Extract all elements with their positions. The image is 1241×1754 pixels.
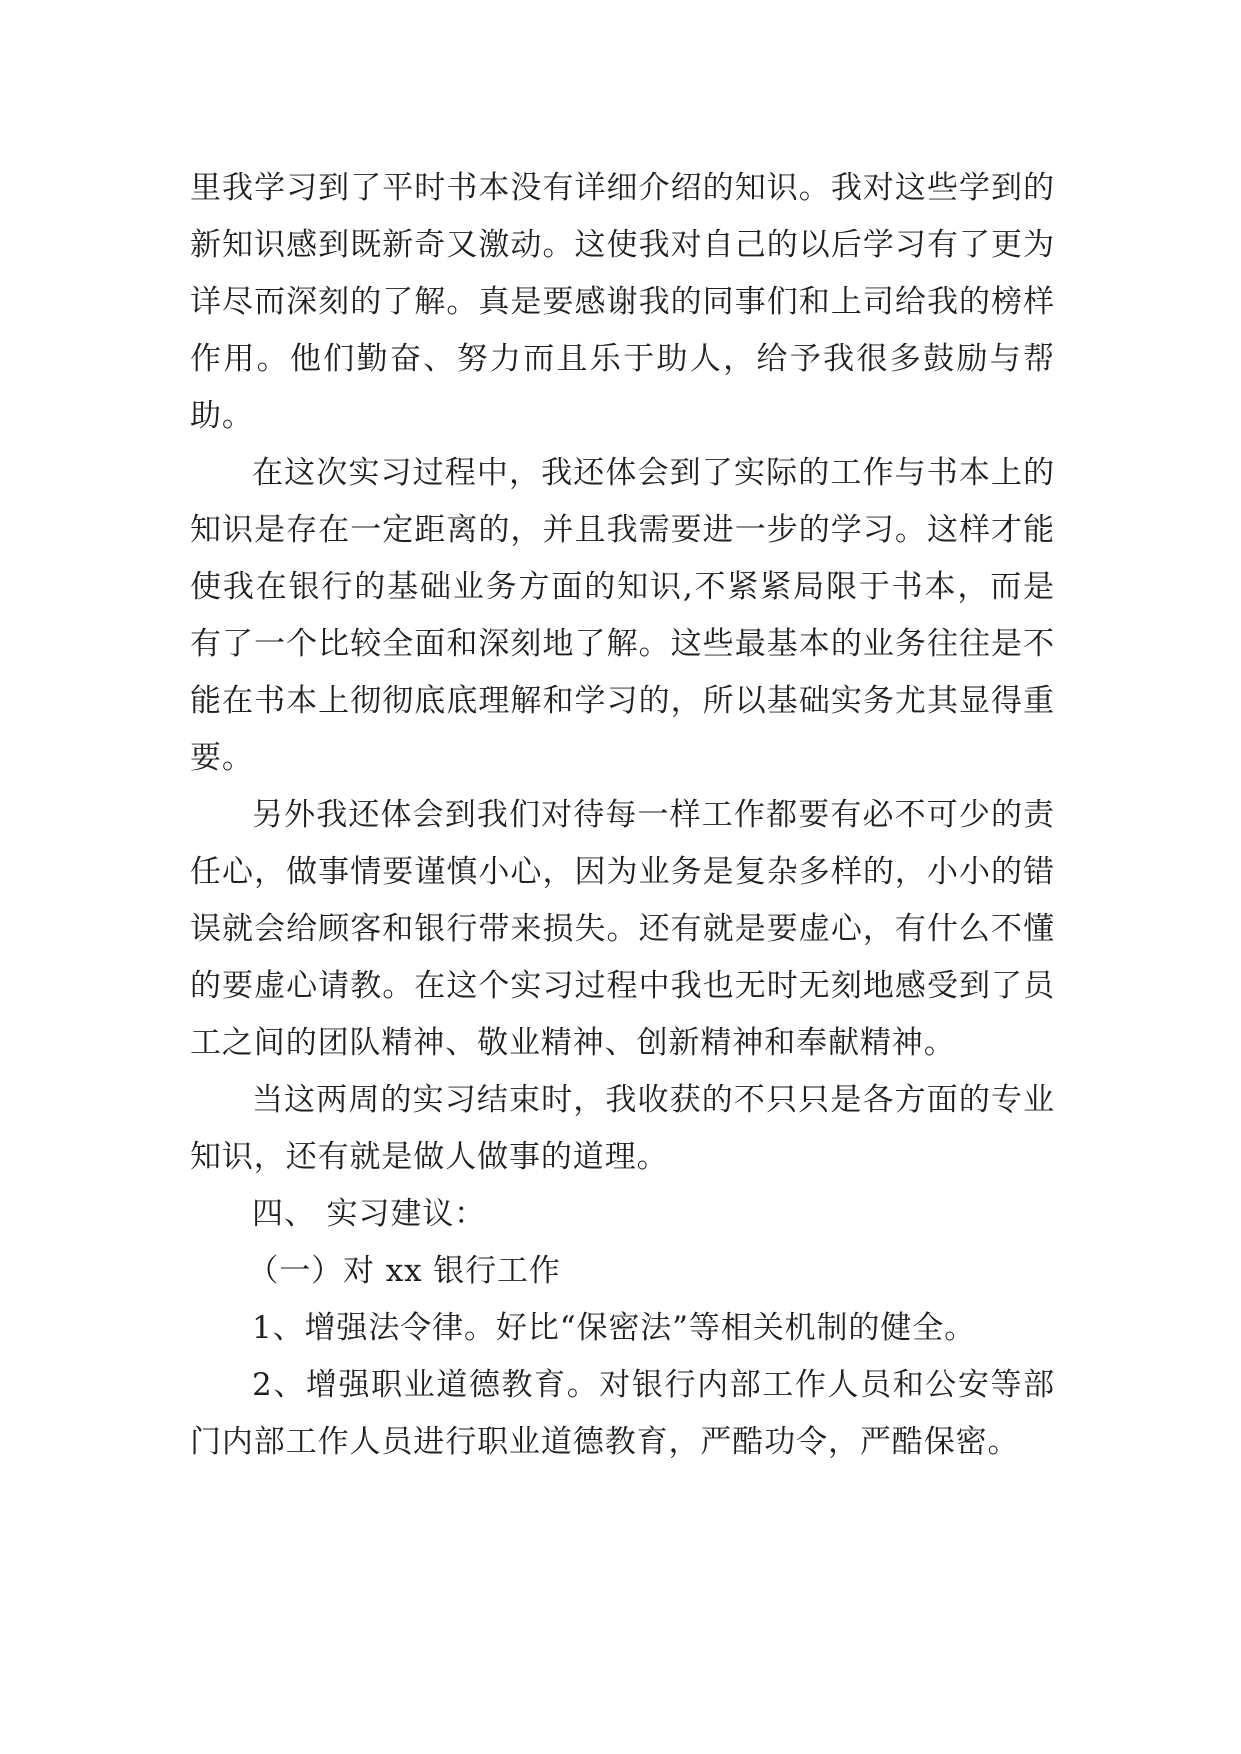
list-item-1: 1、增强法令律。好比“保密法”等相关机制的健全。 (252, 1310, 977, 1346)
paragraph-summary: 当这两周的实习结束时，我收获的不只只是各方面的专业知识，还有就是做人做事的道理。 (190, 1082, 1055, 1175)
paragraph-practice-gap: 在这次实习过程中，我还体会到了实际的工作与书本上的知识是存在一定距离的，并且我需要进一步的学习。这样才能使我在银行的基础业务方面的知识,不紧紧局限于书本，而是有了一个比较全面和深刻地了解。这些最基本的业务往往是不能在书本上彻彻底底理解和学习的，所以基础实务尤其显得重要。 (190, 455, 1055, 776)
list-item-2: 2、增强职业道德教育。对银行内部工作人员和公安等部门内部工作人员进行职业道德教育，严酷功令，严酷保密。 (190, 1367, 1055, 1460)
paragraph-continuation: 里我学习到了平时书本没有详细介绍的知识。我对这些学到的新知识感到既新奇又激动。这使我对自己的以后学习有了更为详尽而深刻的了解。真是要感谢我的同事们和上司给我的榜样作用。他们勤奋、努力而且乐于助人，给予我很多鼓励与帮助。 (190, 170, 1055, 434)
document-body (190, 160, 1055, 1471)
paragraph-responsibility: 另外我还体会到我们对待每一样工作都要有必不可少的责任心，做事情要谨慎小心，因为业务是复杂多样的，小小的错误就会给顾客和银行带来损失。还有就是要虚心，有什么不懂的要虚心请教。在这个实习过程中我也无时无刻地感受到了员工之间的团队精神、敬业精神、创新精神和奉献精神。 (190, 797, 1055, 1061)
section-heading-suggestions: 四、 实习建议： (252, 1196, 487, 1232)
subsection-heading-bank-work: （一）对 xx 银行工作 (247, 1253, 561, 1289)
